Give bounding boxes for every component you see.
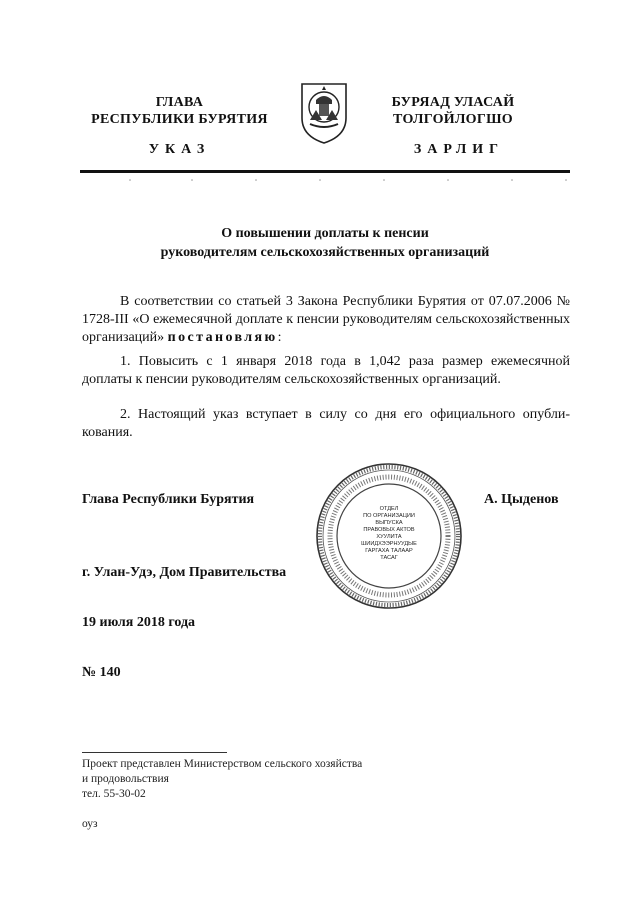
- header-left-line1: ГЛАВА: [155, 95, 204, 110]
- clause-2: [82, 406, 570, 442]
- signing-date: 19 июля 2018 года: [82, 615, 196, 630]
- clause-1-text: 1. Повысить с 1 января 2018 года в 1,042 раза размер ежемесячной доплаты к пенсии руководителям сельскохозяйственных организаций.: [82, 354, 570, 387]
- preamble-text: В соответствии со статьей 3 Закона Республики Бурятия от 07.07.2006 № 1728-III «О ежемесячной доплате к пенсии руководителям сельскохозяйственных организаций»: [82, 294, 570, 345]
- stamp-line-2: ПО ОРГАНИЗАЦИИ: [363, 513, 415, 519]
- official-stamp: [313, 460, 465, 612]
- decree-colon: :: [277, 330, 282, 345]
- header-dotted-line: [80, 177, 570, 183]
- stamp-line-7: ГАРГАХА ТАЛААР: [365, 548, 413, 554]
- signing-place: г. Улан-Удэ, Дом Правительства: [82, 565, 287, 580]
- footnote-line1: Проект представлен Министерством сельского хозяйства: [82, 758, 363, 770]
- decree-number: № 140: [82, 665, 121, 680]
- stamp-line-3: ВЫПУСКА: [375, 520, 403, 526]
- header-left-line2: РЕСПУБЛИКИ БУРЯТИЯ: [91, 112, 268, 127]
- decree-label-ru: УКАЗ: [148, 142, 211, 157]
- header-divider: [80, 170, 570, 173]
- clause-2-text: 2. Настоящий указ вступает в силу со дня его официального опубли-кования.: [82, 407, 570, 440]
- header-left-block: [82, 94, 277, 128]
- clause-1: [82, 353, 570, 389]
- stamp-line-4: ПРАВОВЫХ АКТОВ: [363, 527, 415, 533]
- signatory-name: А. Цыденов: [484, 492, 559, 507]
- stamp-line-6: ШИИДХЭЭРНУУДЫЕ: [361, 541, 417, 547]
- footnote-line2: и продовольствия: [82, 773, 169, 785]
- header-right-block: [372, 94, 534, 128]
- decree-word: постановляю: [167, 330, 278, 345]
- stamp-line-8: ТАСАГ: [380, 555, 398, 561]
- footnote-phone: тел. 55-30-02: [82, 788, 146, 800]
- document-code: оуз: [82, 818, 98, 830]
- header-right-line1: БУРЯАД УЛАСАЙ: [391, 95, 515, 110]
- stamp-line-1: ОТДЕЛ: [379, 506, 399, 512]
- document-title: [80, 224, 570, 262]
- signatory-title: Глава Республики Бурятия: [82, 492, 255, 507]
- title-line1: О повышении доплаты к пенсии: [221, 226, 429, 241]
- footnote-divider: [82, 752, 227, 753]
- preamble-paragraph: [82, 293, 570, 347]
- title-line2: руководителям сельскохозяйственных организаций: [160, 245, 490, 260]
- header-right-line2: ТОЛГОЙЛОГШО: [393, 112, 513, 127]
- coat-of-arms-icon: [296, 80, 352, 146]
- stamp-line-5: ХУУЛИТА: [376, 534, 402, 540]
- footnote: [82, 757, 362, 802]
- decree-label-bua: ЗАРЛИГ: [413, 142, 505, 157]
